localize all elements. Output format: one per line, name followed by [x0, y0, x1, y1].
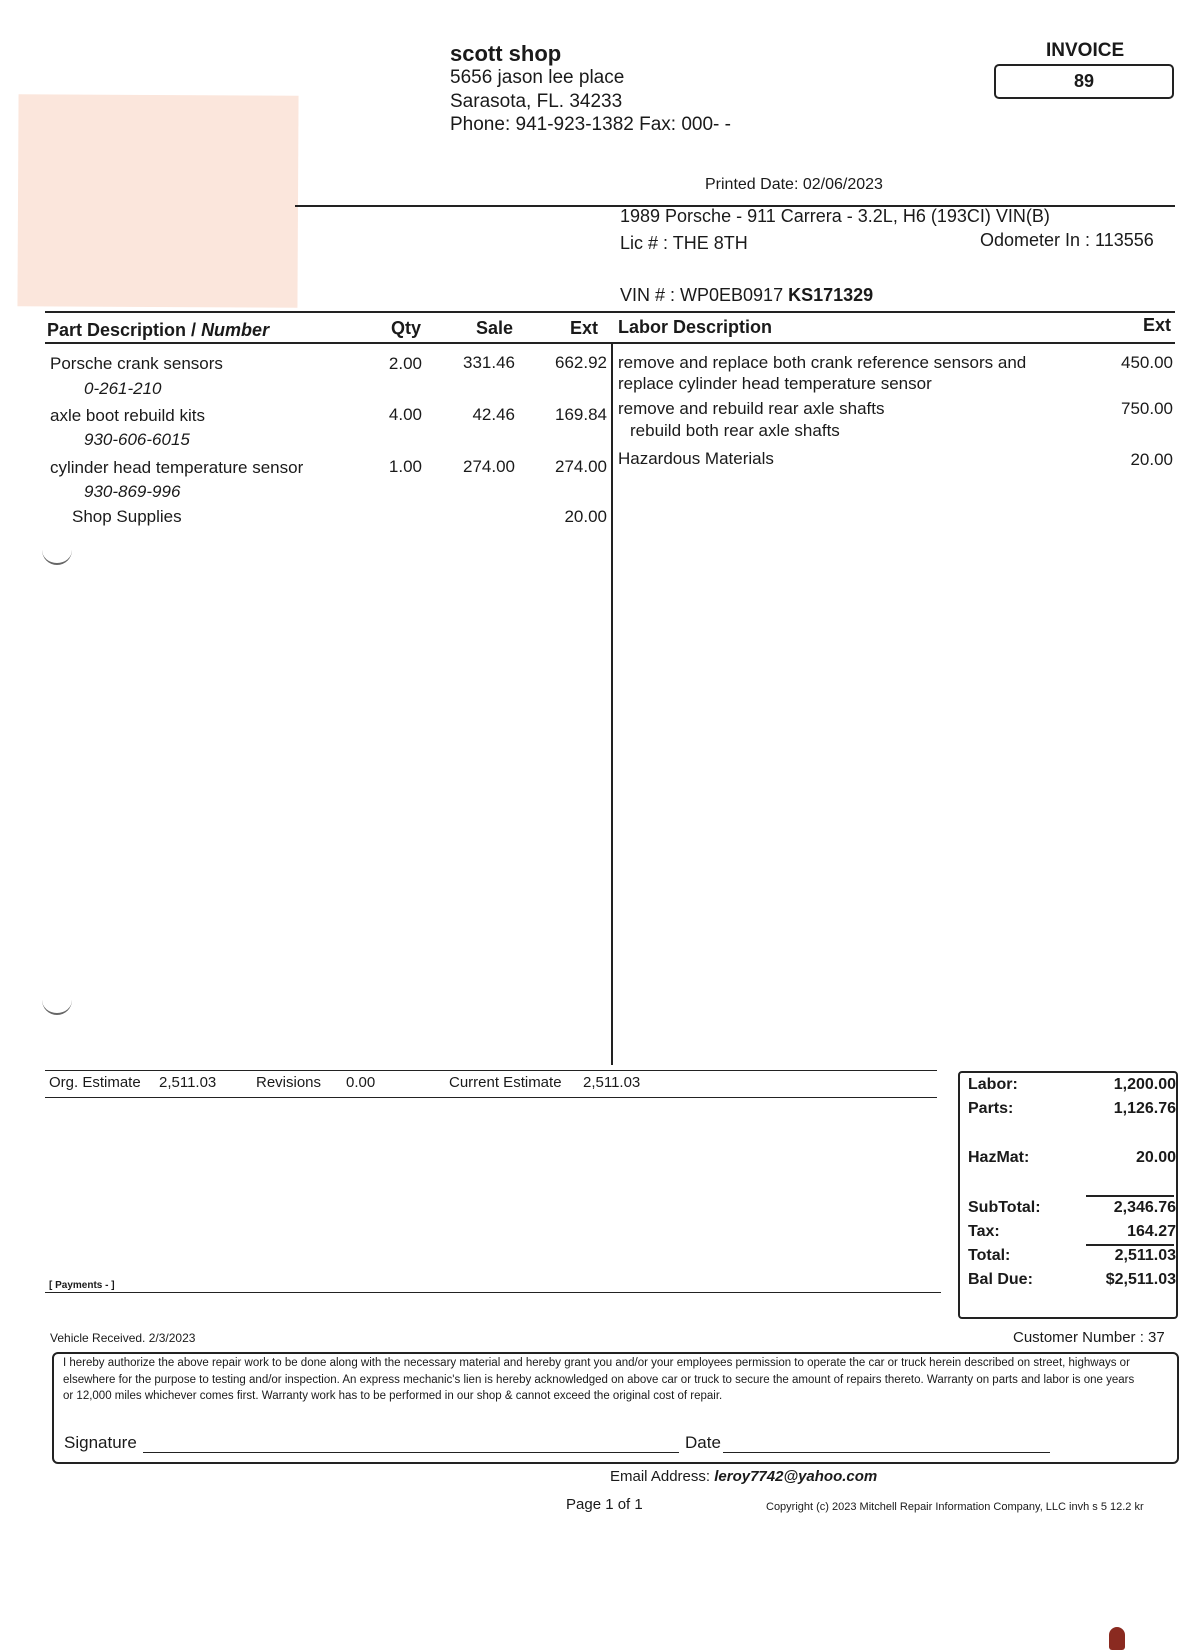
parts-header-sale: Sale [476, 318, 514, 338]
totals-box [958, 1071, 1178, 1319]
binder-hole-mark [42, 548, 72, 565]
hazmat-total-label: HazMat: [968, 1149, 1030, 1166]
part-qty: 1.00 [388, 457, 422, 476]
total-label: Total: [968, 1247, 1011, 1264]
part-desc: cylinder head temperature sensor [50, 458, 304, 477]
part-ext: 662.92 [555, 353, 607, 372]
copyright: Copyright (c) 2023 Mitchell Repair Information Company, LLC invh s 5 12.2 kr [766, 1501, 1144, 1513]
date-line[interactable] [723, 1452, 1050, 1453]
labor-ext: 20.00 [1130, 450, 1173, 469]
email-value: leroy7742@yahoo.com [714, 1468, 878, 1485]
parts-header-qty: Qty [391, 318, 422, 338]
table-header-rule [45, 342, 1175, 344]
customer-number: Customer Number : 37 [1013, 1329, 1165, 1346]
vehicle-description: 1989 Porsche - 911 Carrera - 3.2L, H6 (193CI) VIN(B) [620, 206, 1050, 226]
email-line [610, 1468, 877, 1485]
part-number: 930-869-996 [84, 482, 181, 501]
vin-prefix: VIN # : WP0EB0917 [620, 285, 789, 305]
current-estimate-value: 2,511.03 [583, 1074, 641, 1091]
estimates-bottom-rule [45, 1097, 937, 1098]
vehicle-received: Vehicle Received. 2/3/2023 [50, 1331, 196, 1345]
payments-label: [ Payments - ] [49, 1280, 115, 1291]
signature-label: Signature [64, 1433, 137, 1452]
column-divider [611, 343, 613, 1065]
part-qty: 4.00 [388, 405, 422, 424]
tax-label: Tax: [968, 1223, 1000, 1240]
part-sale: 331.46 [463, 353, 515, 372]
part-qty: 2.00 [388, 354, 422, 373]
shop-name: scott shop [450, 41, 562, 66]
bal-due: $2,511.03 [1105, 1271, 1176, 1288]
signature-line[interactable] [143, 1452, 679, 1453]
printed-date: Printed Date: 02/06/2023 [705, 176, 883, 193]
subtotal-label: SubTotal: [968, 1199, 1041, 1216]
authorization-text: I hereby authorize the above repair work to be done along with the necessary material and hereby grant you and/or your employees permission to operate the car or truck herein described on street, highways or elsewhere for the purpose to testing and/or inspection. An express mechanic's lien is hereby acknowledged on above car or truck to secure the amount of repairs thereto. Warranty on parts and labor is one years or 12,000 miles whichever comes first. Warranty work has to be performed in our shop & cannot exceed the original cost of repair. [63, 1357, 1135, 1402]
bal-due-label: Bal Due: [968, 1271, 1033, 1288]
table-top-rule [45, 311, 1175, 313]
labor-desc-line2: rebuild both rear axle shafts [630, 421, 840, 440]
shop-supplies-ext: 20.00 [564, 507, 607, 526]
org-estimate-value: 2,511.03 [159, 1074, 217, 1091]
subtotal-rule [1086, 1195, 1174, 1197]
invoice-title: INVOICE [1046, 40, 1125, 61]
current-estimate-label: Current Estimate [449, 1074, 562, 1091]
labor-header-ext: Ext [1143, 315, 1172, 335]
org-estimate-label: Org. Estimate [49, 1074, 141, 1091]
ink-smudge [1109, 1627, 1125, 1650]
total: 2,511.03 [1114, 1247, 1176, 1264]
tax: 164.27 [1127, 1223, 1176, 1240]
labor-desc-line2: replace cylinder head temperature sensor [618, 374, 932, 393]
hazmat-total: 20.00 [1135, 1149, 1176, 1166]
payments-rule [45, 1292, 941, 1293]
labor-header-desc: Labor Description [618, 317, 773, 337]
date-label: Date [685, 1433, 721, 1452]
part-sale: 42.46 [472, 405, 515, 424]
shop-city: Sarasota, FL. 34233 [450, 91, 623, 112]
part-desc: Porsche crank sensors [50, 354, 223, 373]
estimates-top-rule [45, 1070, 937, 1071]
part-sale: 274.00 [463, 457, 515, 476]
part-desc: axle boot rebuild kits [50, 406, 205, 425]
revisions-label: Revisions [256, 1074, 322, 1091]
page-number: Page 1 of 1 [566, 1496, 643, 1513]
part-ext: 274.00 [555, 457, 607, 476]
binder-hole-mark [42, 998, 72, 1015]
labor-total-label: Labor: [968, 1076, 1018, 1093]
part-number: 930-606-6015 [84, 430, 190, 449]
total-rule [1086, 1244, 1174, 1246]
labor-desc-line1: remove and rebuild rear axle shafts [618, 399, 885, 418]
parts-header-ext: Ext [570, 318, 599, 338]
vin-suffix: KS171329 [788, 285, 874, 305]
parts-total-label: Parts: [968, 1100, 1014, 1117]
vehicle-odometer: Odometer In : 113556 [980, 230, 1154, 250]
labor-ext: 750.00 [1121, 399, 1173, 418]
vehicle-license: Lic # : THE 8TH [620, 233, 748, 253]
revisions-value: 0.00 [346, 1074, 376, 1091]
subtotal: 2,346.76 [1113, 1199, 1176, 1216]
part-ext: 169.84 [555, 405, 607, 424]
vehicle-vin [620, 285, 873, 306]
labor-desc-line1: Hazardous Materials [618, 449, 774, 468]
labor-total: 1,200.00 [1113, 1076, 1176, 1093]
parts-header-desc: Part Description / Number [47, 320, 270, 340]
shop-phone: Phone: 941-923-1382 Fax: 000- - [450, 114, 731, 135]
authorization-box [52, 1352, 1179, 1464]
sticky-note-overlay [17, 94, 298, 307]
part-number: 0-261-210 [84, 379, 162, 398]
invoice-number: 89 [994, 64, 1174, 99]
shop-supplies-label: Shop Supplies [72, 507, 182, 526]
parts-total: 1,126.76 [1113, 1100, 1176, 1117]
email-label: Email Address: [610, 1468, 715, 1485]
labor-desc-line1: remove and replace both crank reference sensors and [618, 353, 1027, 372]
labor-ext: 450.00 [1121, 353, 1173, 372]
shop-address: 5656 jason lee place [450, 67, 625, 88]
